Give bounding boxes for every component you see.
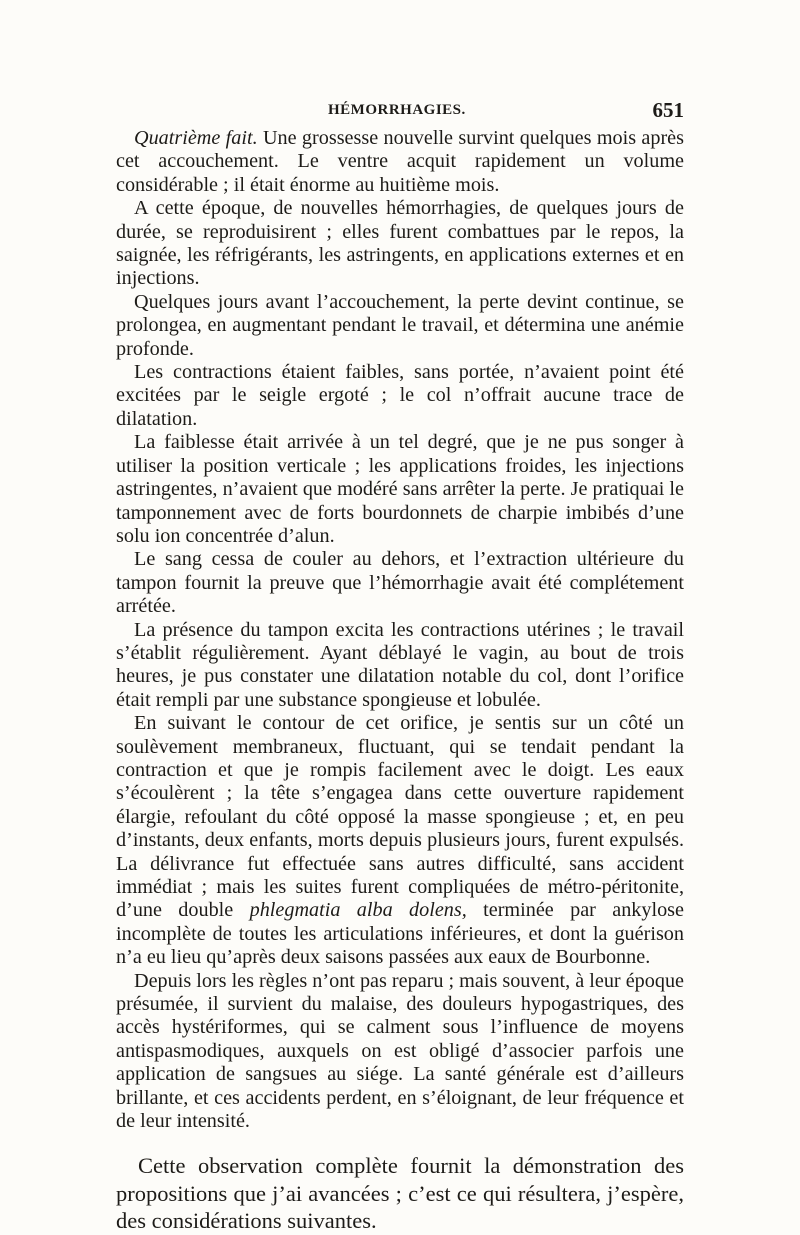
paragraph: Le sang cessa de couler au dehors, et l’extraction ultérieure du tampon fournit la preuve que l’hémorrhagie avait été complétement arrétée. xyxy=(116,548,684,618)
conclusion-paragraph: Cette observation complète fournit la démonstration des propositions que j’ai avancées ; c’est ce qui résultera, j’espère, des considérations suivantes. xyxy=(116,1153,684,1234)
case-heading: Quatrième fait. xyxy=(134,127,258,149)
page-number: 651 xyxy=(652,98,684,122)
italic-term: phlegmatia alba dolens, xyxy=(249,899,467,922)
paragraph xyxy=(116,712,684,969)
paragraph: A cette époque, de nouvelles hémorrhagies, de quelques jours de durée, se reproduisirent ; elles furent combattues par le repos, la saignée, les réfrigérants, les astringents, en applications externes et en injections. xyxy=(116,197,684,290)
paragraph-text: En suivant le contour de cet orifice, je sentis sur un côté un soulèvement membraneux, fluctuant, qui se tendait pendant la contraction et que je rompis facilement avec le doigt. Les eaux s’écoulèrent ; la tête s’engagea dans cette ouverture rapidement élargie, refoulant du côté opposé la masse spongieuse ; et, en peu d’instants, deux enfants, morts depuis plusieurs jours, furent expulsés. La délivrance fut effectuée sans autres difficulté, sans accident immédiat ; mais les suites furent compliquées de métro-péritonite, d’une double xyxy=(116,712,684,922)
paragraph: Quelques jours avant l’accouchement, la perte devint continue, se prolongea, en augmentant pendant le travail, et détermina une anémie profonde. xyxy=(116,290,684,360)
paragraph-text: terminée par ankylose incomplète de toutes les articulations inférieures, et dont la guérison n’a eu lieu qu’après deux saisons passées aux eaux de Bourbonne. xyxy=(116,899,684,969)
paragraph-text: Une grossesse nouvelle survint quelques mois après cet accouchement. Le ventre acquit rapidement un volume considérable ; il était énorme au huitième mois. xyxy=(116,127,685,196)
page-header xyxy=(116,96,684,126)
paragraph: La présence du tampon excita les contractions utérines ; le travail s’établit régulièrement. Ayant déblayé le vagin, au bout de trois heures, je pus constater une dilatation notable du col, dont l’orifice était rempli par une substance spongieuse et lobulée. xyxy=(116,618,684,711)
paragraph: La faiblesse était arrivée à un tel degré, que je ne pus songer à utiliser la position verticale ; les applications froides, les injections astringentes, n’avaient que modéré sans arrêter la perte. Je pratiquai le tamponnement avec de forts bourdonnets de charpie imbibés d’une solu ion concentrée d’alun. xyxy=(116,431,684,547)
paragraph xyxy=(116,127,684,197)
paragraph: Depuis lors les règles n’ont pas reparu ; mais souvent, à leur époque présumée, il survient du malaise, des douleurs hypogastriques, des accès hystériformes, qui se calment sous l’influence de moyens antispasmodiques, auxquels on est obligé d’associer parfois une application de sangsues au siége. La santé générale est d’ailleurs brillante, et ces accidents perdent, en s’éloignant, de leur fréquence et de leur intensité. xyxy=(116,969,684,1133)
body-text xyxy=(116,127,684,1235)
paragraph: Les contractions étaient faibles, sans portée, n’avaient point été excitées par le seigle ergoté ; le col n’offrait aucune trace de dilatation. xyxy=(116,361,684,430)
running-title: HÉMORRHAGIES. xyxy=(328,102,466,118)
